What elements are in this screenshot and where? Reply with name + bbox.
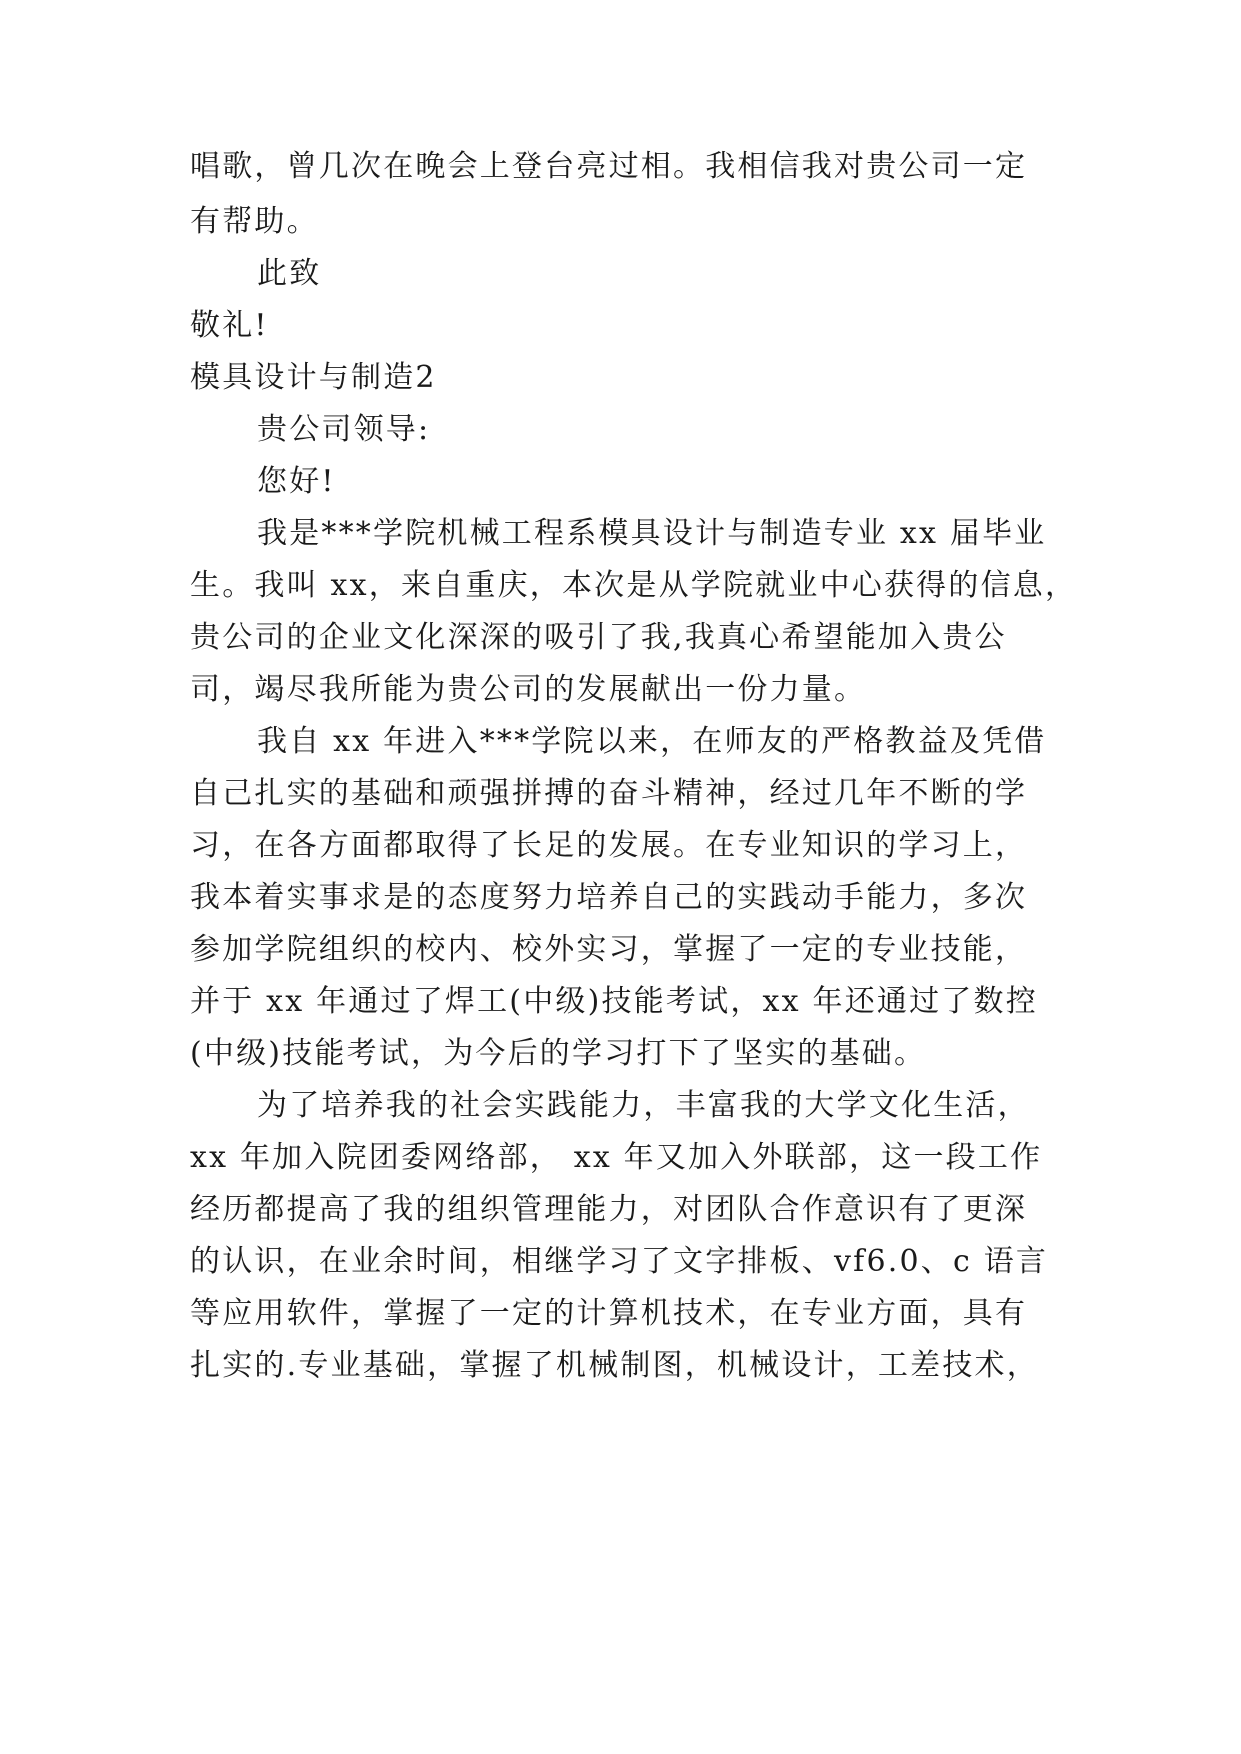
text-line-16: 参加学院组织的校内、校外实习，掌握了一定的专业技能， xyxy=(190,932,1028,967)
text-line-10: 贵公司的企业文化深深的吸引了我,我真心希望能加入贵公 xyxy=(190,620,1007,655)
text-line-17: 并于 xx 年通过了焊工(中级)技能考试，xx 年还通过了数控 xyxy=(190,984,1038,1019)
text-line-23: 等应用软件，掌握了一定的计算机技术，在专业方面，具有 xyxy=(190,1296,1028,1331)
letter-addressee: 贵公司领导: xyxy=(257,412,431,447)
text-line-20: xx 年加入院团委网络部， xx 年又加入外联部，这一段工作 xyxy=(190,1140,1043,1175)
text-line-21: 经历都提高了我的组织管理能力，对团队合作意识有了更深 xyxy=(190,1192,1028,1227)
text-line-1: 唱歌，曾几次在晚会上登台亮过相。我相信我对贵公司一定 xyxy=(190,149,1028,184)
text-line-18: (中级)技能考试，为今后的学习打下了坚实的基础。 xyxy=(190,1036,927,1071)
text-line-9: 生。我叫 xx，来自重庆，本次是从学院就业中心获得的信息， xyxy=(190,568,1078,603)
section-title: 模具设计与制造2 xyxy=(190,360,437,395)
text-line-22: 的认识，在业余时间，相继学习了文字排板、vf6.0、c 语言 xyxy=(190,1244,1049,1279)
text-line-14: 习，在各方面都取得了长足的发展。在专业知识的学习上， xyxy=(190,828,1028,863)
text-line-12: 我自 xx 年进入***学院以来，在师友的严格教益及凭借 xyxy=(257,724,1047,759)
closing-salutation: 此致 xyxy=(257,256,322,291)
text-line-11: 司，竭尽我所能为贵公司的发展献出一份力量。 xyxy=(190,672,867,707)
text-line-8: 我是***学院机械工程系模具设计与制造专业 xx 届毕业 xyxy=(257,516,1047,551)
text-line-13: 自己扎实的基础和顽强拼搏的奋斗精神，经过几年不断的学 xyxy=(190,776,1028,811)
letter-greeting: 您好! xyxy=(257,464,336,499)
closing-regards: 敬礼! xyxy=(190,308,269,343)
text-line-24: 扎实的.专业基础，掌握了机械制图，机械设计，工差技术， xyxy=(190,1348,1039,1383)
text-line-2: 有帮助。 xyxy=(190,204,319,239)
text-line-19: 为了培养我的社会实践能力，丰富我的大学文化生活， xyxy=(257,1088,1030,1123)
text-line-15: 我本着实事求是的态度努力培养自己的实践动手能力，多次 xyxy=(190,880,1028,915)
